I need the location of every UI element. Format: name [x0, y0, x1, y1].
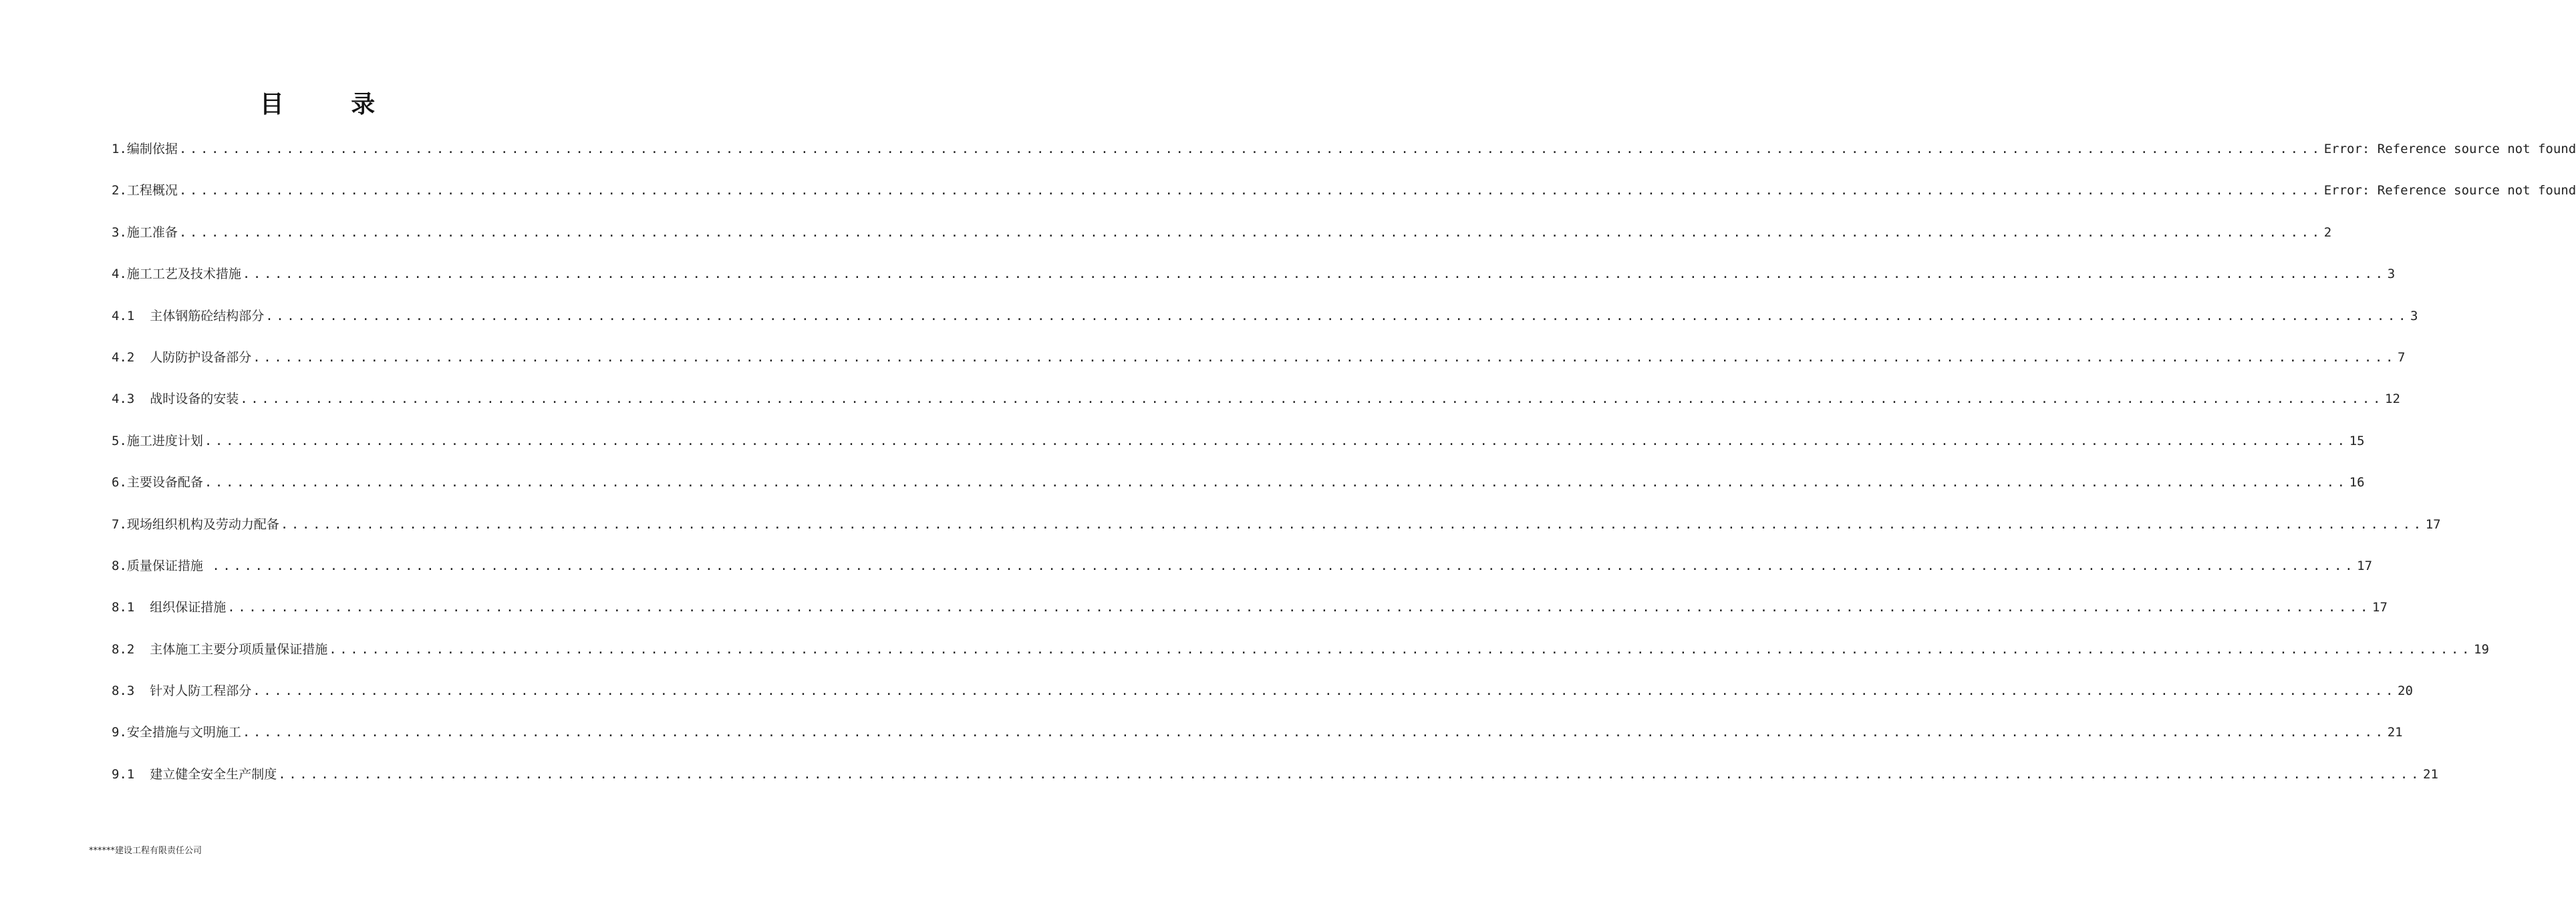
toc-entry-page-number: 17 — [2425, 516, 2441, 532]
toc-dot-leader: ........................................................................................................................................................................................................ — [242, 725, 2386, 740]
toc-dot-leader: ........................................................................................................................................................................................................ — [242, 267, 2386, 282]
page-title: 目 录 — [259, 90, 405, 118]
toc-entry-page-number: 21 — [2423, 766, 2438, 782]
toc-dot-leader: ........................................................................................................................................................................................................ — [204, 433, 2348, 448]
toc-entry-label: 9.1 建立健全安全生产制度 — [112, 766, 277, 782]
toc-entry[interactable] — [112, 221, 2332, 263]
toc-entry-label: 1.编制依据 — [112, 142, 178, 156]
toc-entry[interactable] — [112, 138, 2576, 179]
toc-entry[interactable] — [112, 763, 2438, 804]
toc-entry[interactable] — [112, 555, 2373, 596]
toc-entry[interactable] — [112, 346, 2406, 388]
toc-entry[interactable] — [112, 263, 2396, 304]
toc-entry[interactable] — [112, 305, 2418, 346]
toc-dot-leader: ........................................................................................................................................................................................................ — [178, 142, 2323, 156]
toc-entry-page-number: 20 — [2398, 684, 2413, 699]
toc-entry-page-number: 3 — [2410, 308, 2418, 323]
table-of-contents — [112, 138, 2576, 804]
toc-entry-page-number: 17 — [2357, 558, 2373, 573]
toc-entry[interactable] — [112, 721, 2403, 762]
toc-entry-page-number: 7 — [2398, 349, 2406, 365]
toc-entry-label: 8.3 针对人防工程部分 — [112, 684, 252, 699]
toc-entry-page-number: 21 — [2387, 725, 2403, 740]
toc-entry[interactable] — [112, 430, 2365, 471]
toc-entry-page-number: 12 — [2385, 392, 2400, 407]
toc-dot-leader: ........................................................................................................................................................................................................ — [280, 516, 2424, 532]
toc-entry-page-number: 15 — [2349, 433, 2365, 448]
toc-entry-label: 8.2 主体施工主要分项质量保证措施 — [112, 641, 328, 657]
toc-entry-page-number: 16 — [2349, 475, 2365, 490]
toc-dot-leader: ........................................................................................................................................................................................................ — [329, 641, 2472, 657]
toc-dot-leader: ........................................................................................................................................................................................................ — [278, 766, 2422, 782]
toc-dot-leader: ........................................................................................................................................................................................................ — [227, 600, 2371, 615]
toc-dot-leader: ........................................................................................................................................................................................................ — [253, 684, 2396, 699]
toc-dot-leader: ........................................................................................................................................................................................................ — [212, 558, 2356, 573]
toc-dot-leader: ........................................................................................................................................................................................................ — [265, 308, 2409, 323]
toc-entry[interactable] — [112, 388, 2400, 429]
toc-entry[interactable] — [112, 596, 2388, 637]
toc-dot-leader: ........................................................................................................................................................................................................ — [240, 392, 2384, 407]
toc-entry-label: 7.现场组织机构及劳动力配备 — [112, 516, 279, 532]
toc-entry[interactable] — [112, 179, 2576, 220]
toc-entry-page-number: 17 — [2372, 600, 2388, 615]
toc-dot-leader: ........................................................................................................................................................................................................ — [178, 183, 2323, 198]
toc-entry-label: 4.施工工艺及技术措施 — [112, 267, 241, 282]
toc-dot-leader: ........................................................................................................................................................................................................ — [204, 475, 2348, 490]
toc-entry[interactable] — [112, 513, 2441, 555]
toc-entry-label: 2.工程概况 — [112, 183, 178, 198]
page-footer: ******建设工程有限责任公司 — [89, 846, 202, 856]
toc-dot-leader: ........................................................................................................................................................................................................ — [253, 349, 2396, 365]
toc-entry-label: 4.1 主体钢筋砼结构部分 — [112, 308, 265, 323]
toc-entry-label: 4.2 人防防护设备部分 — [112, 349, 252, 365]
toc-dot-leader: ........................................................................................................................................................................................................ — [178, 224, 2323, 240]
toc-entry[interactable] — [112, 680, 2413, 721]
toc-entry-label: 8.质量保证措施 — [112, 558, 211, 573]
toc-entry-page-number: Error: Reference source not found — [2323, 183, 2576, 198]
toc-entry[interactable] — [112, 638, 2489, 680]
toc-entry-label: 4.3 战时设备的安装 — [112, 392, 239, 407]
toc-entry-label: 3.施工准备 — [112, 224, 178, 240]
toc-entry-label: 9.安全措施与文明施工 — [112, 725, 241, 740]
toc-entry-page-number: 3 — [2387, 267, 2396, 282]
toc-entry-page-number: 2 — [2323, 224, 2332, 240]
toc-entry[interactable] — [112, 471, 2365, 512]
toc-entry-page-number: 19 — [2474, 641, 2489, 657]
toc-entry-label: 5.施工进度计划 — [112, 433, 203, 448]
toc-entry-label: 8.1 组织保证措施 — [112, 600, 227, 615]
toc-entry-page-number: Error: Reference source not found — [2323, 142, 2576, 156]
toc-entry-label: 6.主要设备配备 — [112, 475, 203, 490]
